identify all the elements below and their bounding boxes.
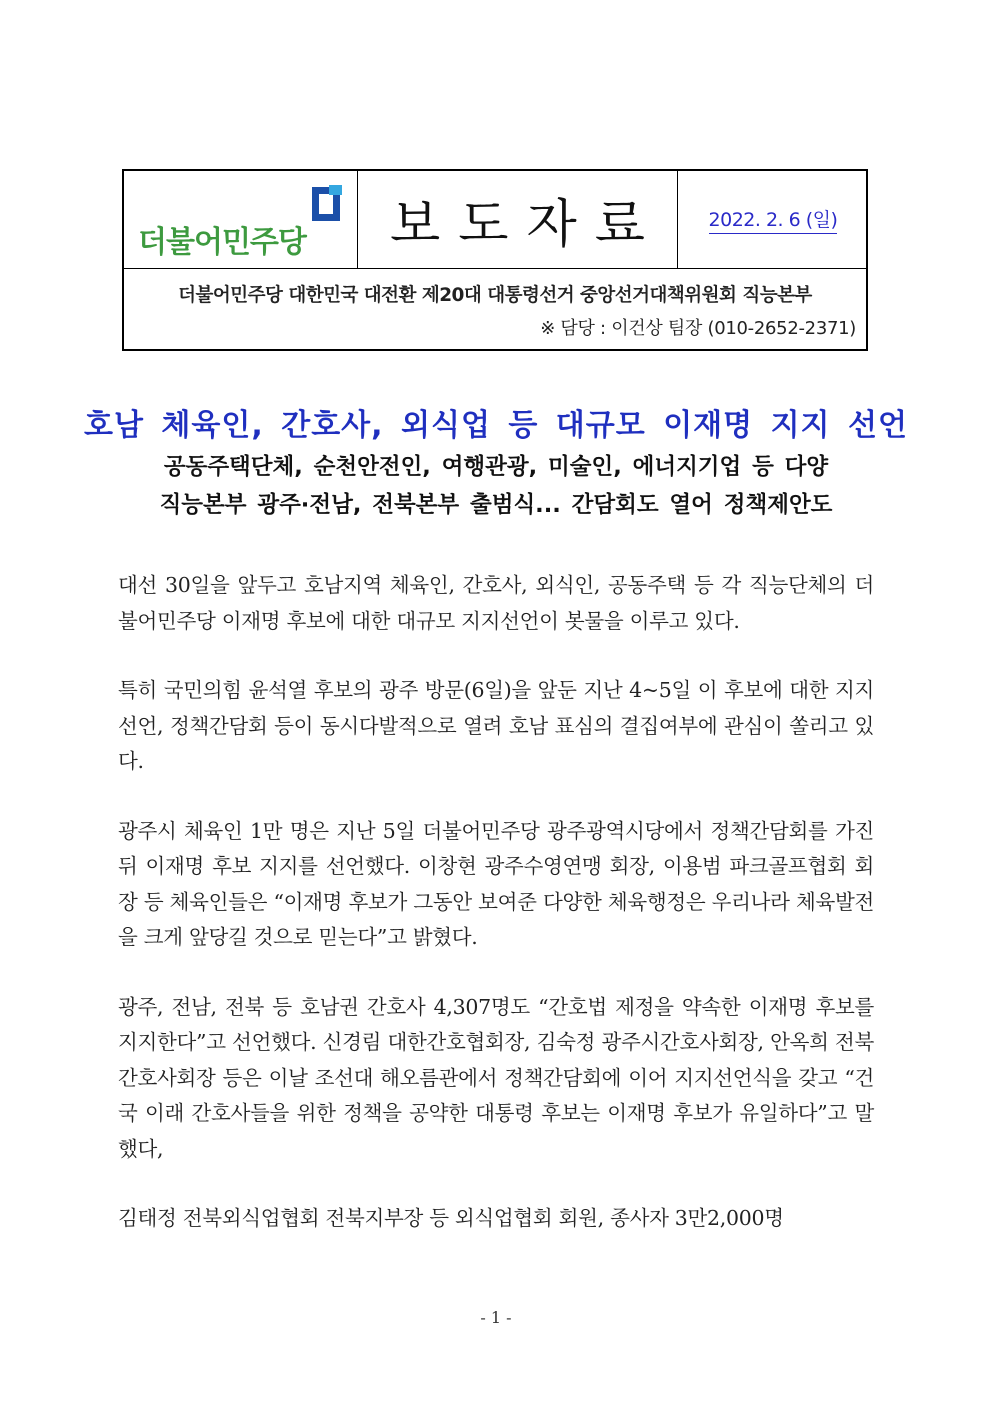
party-logo-text: 더불어민주당 — [138, 225, 306, 260]
party-logo-icon — [310, 185, 342, 225]
sub-headline-2: 직능본부 광주·전남, 전북본부 출범식... 간담회도 열어 정책제안도 — [159, 492, 833, 518]
contact-info: ※ 담당 : 이건상 팀장 (010-2652-2371) — [540, 318, 856, 339]
body-paragraph: 특히 국민의힘 윤석열 후보의 광주 방문(6일)을 앞둔 지난 4~5일 이 후보에 대한 지지 선언, 정책간담회 등이 동시다발적으로 열려 호남 표심의 결집여부에 관심이 쏠리고 있다. — [118, 678, 874, 773]
release-date: 2022. 2. 6 (일) — [709, 205, 838, 234]
sub-headline-1: 공동주택단체, 순천안전인, 여행관광, 미술인, 에너지기업 등 다양 — [163, 454, 829, 480]
body-paragraph: 광주, 전남, 전북 등 호남권 간호사 4,307명도 “간호법 제정을 약속한 이재명 후보를 지지한다”고 선언했다. 신경림 대한간호협회장, 김숙정 광주시간호사회장, 안옥희 전북간호사회장 등은 이날 조선대 해오름관에서 정책간담회에 이어 지지선언식을 갖고 “건국 이래 간호사들을 위한 정책을 공약한 대통령 후보는 이재명 후보가 유일하다”고 말했다, — [118, 994, 874, 1161]
main-headline: 호남 체육인, 간호사, 외식업 등 대규모 이재명 지지 선언 — [84, 408, 908, 443]
press-title-cell — [358, 171, 678, 268]
header-top-row — [124, 171, 866, 269]
article-body — [118, 568, 874, 1271]
press-release-header — [122, 169, 868, 351]
page-number: - 1 - — [480, 1308, 512, 1327]
body-paragraph: 대선 30일을 앞두고 호남지역 체육인, 간호사, 외식인, 공동주택 등 각 직능단체의 더불어민주당 이재명 후보에 대한 대규모 지지선언이 봇물을 이루고 있다. — [118, 573, 874, 633]
organization-name: 더불어민주당 대한민국 대전환 제20대 대통령선거 중앙선거대책위원회 직능본부 — [178, 285, 812, 306]
press-release-title: 보도자료 — [390, 195, 663, 255]
date-cell — [678, 171, 868, 268]
body-paragraph: 김태정 전북외식업협회 전북지부장 등 외식업협회 회원, 종사자 3만2,000명 — [118, 1206, 784, 1230]
body-paragraph: 광주시 체육인 1만 명은 지난 5일 더불어민주당 광주광역시당에서 정책간담회를 가진 뒤 이재명 후보 지지를 선언했다. 이창현 광주수영연맹 회장, 이용범 파크골프협회 회장 등 체육인들은 “이재명 후보가 그동안 보여준 다양한 체육행정은 우리나라 체육발전을 크게 앞당길 것으로 믿는다”고 밝혔다. — [118, 818, 874, 949]
party-logo-cell — [124, 171, 358, 268]
